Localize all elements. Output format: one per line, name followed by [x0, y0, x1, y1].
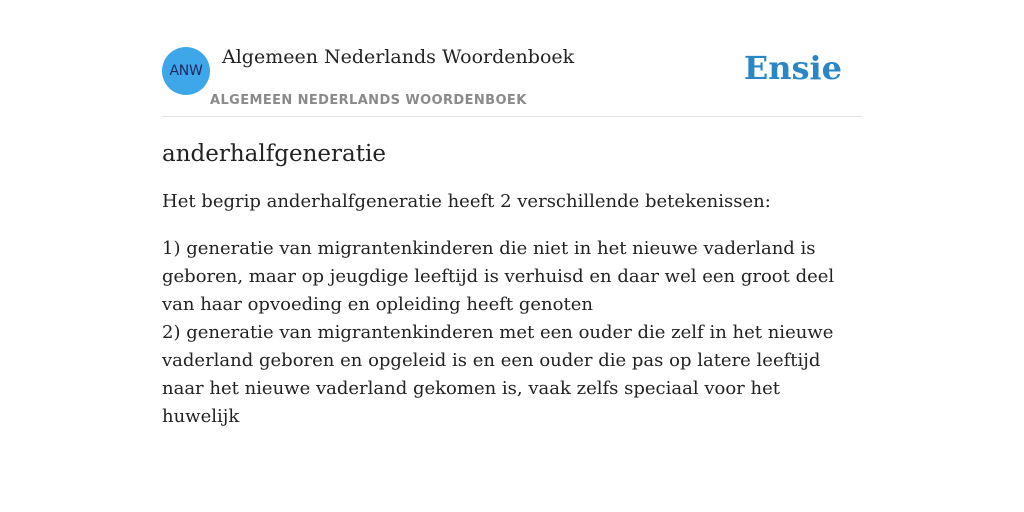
meaning-item: 1) generatie van migrantenkinderen die niet in het nieuwe vaderland is geboren, maar op jeugdige leeftijd is verhuisd en daar wel een groot deel van haar opvoeding en opleiding heeft genoten [162, 238, 835, 315]
site-header [162, 40, 862, 117]
site-subtitle: ALGEMEEN NEDERLANDS WOORDENBOEK [210, 93, 527, 108]
ensie-brand-link[interactable]: Ensie [743, 49, 842, 87]
entry-intro: Het begrip anderhalfgeneratie heeft 2 verschillende betekenissen: [162, 191, 771, 212]
logo-text: ANW [169, 63, 203, 79]
entry-content [162, 136, 862, 431]
site-title[interactable]: Algemeen Nederlands Woordenboek [222, 46, 575, 68]
meanings-list [162, 235, 862, 431]
anw-logo[interactable] [162, 47, 210, 95]
entry-headword: anderhalfgeneratie [162, 141, 386, 167]
meaning-item: 2) generatie van migrantenkinderen met een ouder die zelf in het nieuwe vaderland geboren en opgeleid is en een ouder die pas op latere leeftijd naar het nieuwe vaderland gekomen is, vaak zelfs speciaal voor het huwelijk [162, 322, 834, 427]
